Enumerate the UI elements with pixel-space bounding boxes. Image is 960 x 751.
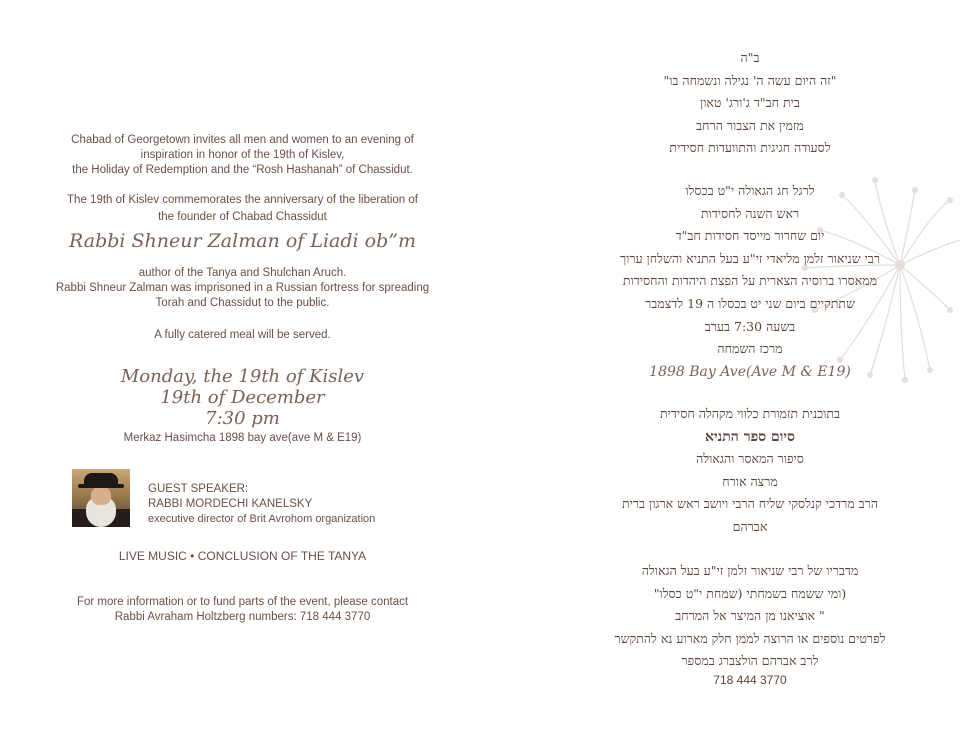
speaker-title: executive director of Brit Avrohom organization: [148, 513, 376, 525]
hebrew-line: ב"ה: [740, 50, 760, 65]
anniversary-paragraph: [40, 192, 445, 226]
intro-line: inspiration in honor of the 19th of Kislev,: [140, 149, 345, 161]
hebrew-tanya-siyum: סיום ספר התניא: [705, 428, 795, 445]
hebrew-invitation-block: [540, 47, 960, 160]
hebrew-line: סיפור המאסר והגאולה: [696, 451, 804, 467]
speaker-photo: [72, 469, 130, 527]
speaker-label: GUEST SPEAKER:: [148, 483, 249, 495]
event-date: [40, 366, 445, 429]
bio-line: Torah and Chassidut to the public.: [155, 297, 330, 309]
hebrew-line: בשעה 7:30 בערב: [704, 318, 796, 334]
intro-line: Chabad of Georgetown invites all men and women to an evening of: [71, 134, 414, 146]
hebrew-line: מזמין את הצבור הרחב: [696, 117, 804, 133]
hebrew-line: לסעודה חגיגית והתוועדות חסידית: [669, 140, 831, 156]
hebrew-line: שתתקיים ביום שני יט בכסלו ה 19 לדצמבר: [645, 295, 855, 311]
hebrew-line: מרצה אורח: [722, 473, 778, 489]
hebrew-page: [480, 0, 960, 751]
hebrew-line: ממאסרו ברוסיה הצארית על הפצת היהדות והחסידות: [622, 273, 878, 289]
venue-line: Merkaz Hasimcha 1898 bay ave(ave M & E19): [123, 432, 362, 444]
rabbi-name-heading: Rabbi Shneur Zalman of Liadi ob”m: [69, 230, 416, 252]
hebrew-line: " אוציאנו מן המיצר אל המרחב: [675, 608, 825, 624]
hebrew-line: הרב מרדכי קנלסקי שליח הרבי ויושב ראש ארגון ברית: [621, 496, 879, 512]
hebrew-occasion-block: [540, 180, 960, 383]
anniversary-line: The 19th of Kislev commemorates the anniversary of the liberation of: [67, 194, 418, 206]
hebrew-line: בית חב"ד ג'ורג' טאון: [700, 95, 800, 111]
hebrew-line: ראש השנה לחסידות: [700, 205, 800, 221]
intro-line: the Holiday of Redemption and the “Rosh Hashanah” of Chassidut.: [72, 164, 413, 176]
bio-paragraph: [40, 266, 445, 311]
hebrew-quote-contact-block: [540, 560, 960, 687]
anniversary-line: the founder of Chabad Chassidut: [158, 211, 327, 223]
date-line: Monday, the 19th of Kislev: [120, 366, 365, 387]
speaker-info: [148, 482, 375, 527]
hebrew-line: בתוכנית תזמורת כלווי מקהלה חסידית: [660, 406, 840, 421]
hebrew-line: (ומי ששמח בשמחתי (שמחת י"ט כסלו": [653, 585, 847, 601]
hebrew-address: 1898 Bay Ave(Ave M & E19): [649, 363, 851, 380]
date-line: 19th of December: [160, 387, 325, 408]
hebrew-line: יום שחרור מייסד חסידות חב"ד: [675, 228, 825, 244]
bio-line: Rabbi Shneur Zalman was imprisoned in a Russian fortress for spreading: [55, 282, 430, 294]
hebrew-line: לרב אברהם הולצברג במספר: [681, 653, 819, 669]
bio-line: author of the Tanya and Shulchan Aruch.: [138, 267, 347, 279]
hebrew-line: אברהם: [732, 518, 768, 534]
highlights-line: LIVE MUSIC • CONCLUSION OF THE TANYA: [118, 549, 367, 563]
hebrew-line: לרגל חג הגאולה י"ט בכסלו: [685, 183, 815, 198]
time-line: 7:30 pm: [205, 408, 280, 429]
meal-note: A fully catered meal will be served.: [154, 329, 331, 341]
speaker-name: RABBI MORDECHI KANELSKY: [148, 498, 313, 510]
hebrew-line: מרכז השמחה: [717, 341, 783, 357]
contact-paragraph: [40, 595, 445, 625]
contact-line: Rabbi Avraham Holtzberg numbers: 718 444 3770: [114, 611, 371, 623]
hebrew-line: לפרטים נוספים או הרוצה לממן חלק מארוע נא להתקשר: [614, 630, 886, 646]
contact-line: For more information or to fund parts of the event, please contact: [76, 596, 409, 608]
hebrew-line: רבי שניאור זלמן מליאדי זי"ע בעל התניא והשלחן ערוך: [620, 250, 880, 266]
intro-paragraph: [40, 133, 445, 178]
hebrew-line: מדבריו של רבי שניאור זלמן זי"ע בעל הגאולה: [641, 563, 859, 578]
hebrew-line: "זה היום עשה ה' נגילה ונשמחה בו": [663, 72, 837, 88]
hebrew-program-block: [540, 403, 960, 539]
hebrew-phone: 718 444 3770: [713, 672, 787, 687]
